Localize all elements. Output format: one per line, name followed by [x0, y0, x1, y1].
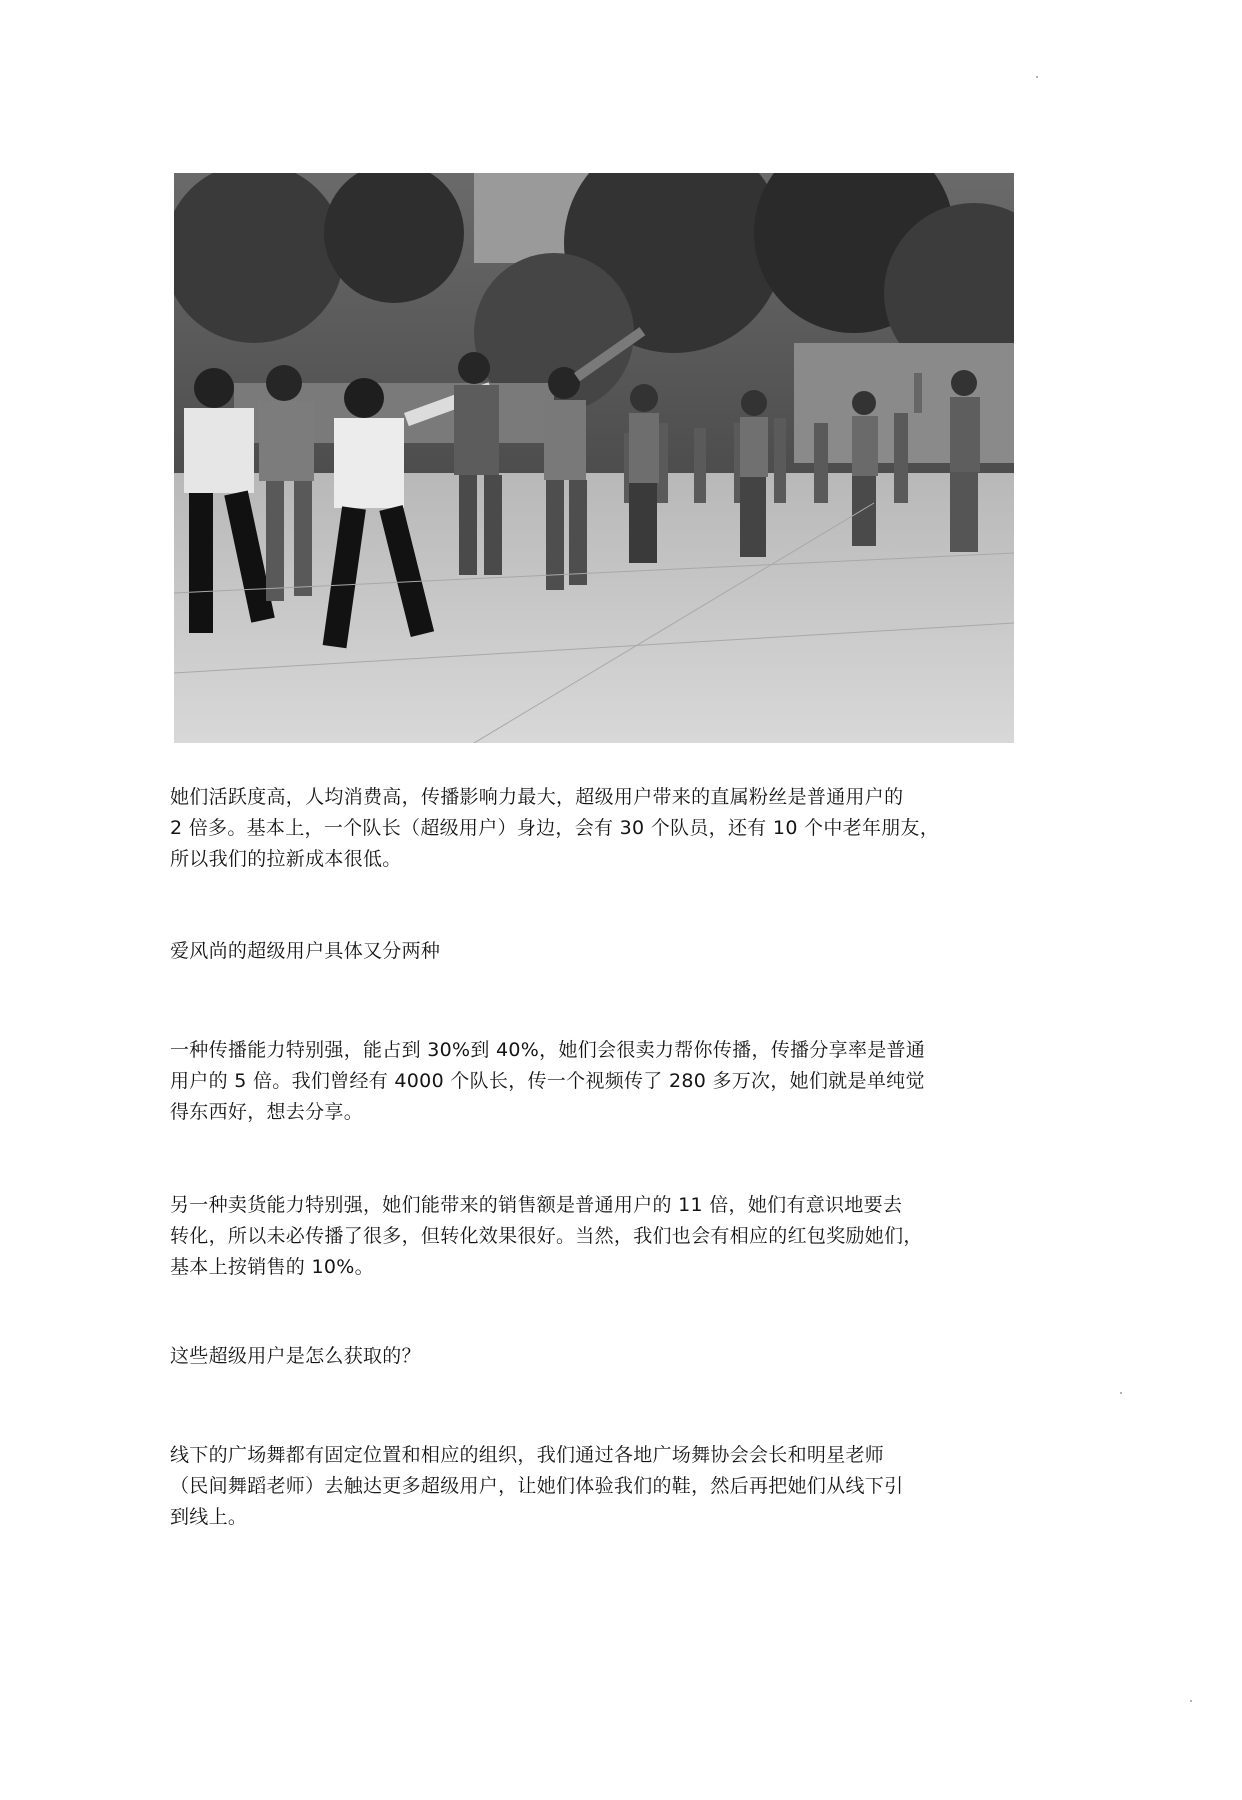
subheading-line: 这些超级用户是怎么获取的？ [170, 1345, 421, 1367]
paragraph-line: 2 倍多。基本上，一个队长（超级用户）身边，会有 30 个队员，还有 10 个中老年朋友， [170, 817, 940, 839]
paragraph-line: 一种传播能力特别强，能占到 30%到 40%，她们会很卖力帮你传播，传播分享率是普通 [170, 1039, 926, 1061]
scan-speck [1036, 76, 1038, 78]
square-dance-photo [174, 173, 1014, 743]
paragraph-line: 另一种卖货能力特别强，她们能带来的销售额是普通用户的 11 倍，她们有意识地要去 [170, 1194, 903, 1216]
paragraph-line: 得东西好，想去分享。 [170, 1101, 364, 1123]
scan-speck [1120, 1392, 1122, 1394]
square-dance-group-photo-icon [174, 173, 1014, 743]
paragraph-line: 转化，所以未必传播了很多，但转化效果很好。当然，我们也会有相应的红包奖励她们， [170, 1225, 923, 1247]
paragraph-offline-to-online [170, 1440, 1000, 1533]
paragraph-super-user-value [170, 782, 1000, 875]
paragraph-sellers [170, 1190, 1000, 1283]
paragraph-spreaders [170, 1035, 1000, 1128]
paragraph-line: 所以我们的拉新成本很低。 [170, 848, 402, 870]
subheading-acquisition [170, 1341, 1000, 1372]
paragraph-line: 基本上按销售的 10%。 [170, 1256, 374, 1278]
subheading-two-types [170, 936, 1000, 967]
scan-speck [1190, 1700, 1192, 1702]
paragraph-line: 用户的 5 倍。我们曾经有 4000 个队长，传一个视频传了 280 多万次，她们就是单纯觉 [170, 1070, 925, 1092]
paragraph-line: （民间舞蹈老师）去触达更多超级用户，让她们体验我们的鞋，然后再把她们从线下引 [170, 1475, 904, 1497]
paragraph-line: 线下的广场舞都有固定位置和相应的组织，我们通过各地广场舞协会会长和明星老师 [170, 1444, 885, 1466]
subheading-line: 爱风尚的超级用户具体又分两种 [170, 940, 441, 962]
paragraph-line: 她们活跃度高，人均消费高，传播影响力最大，超级用户带来的直属粉丝是普通用户的 [170, 786, 904, 808]
paragraph-line: 到线上。 [170, 1506, 248, 1528]
